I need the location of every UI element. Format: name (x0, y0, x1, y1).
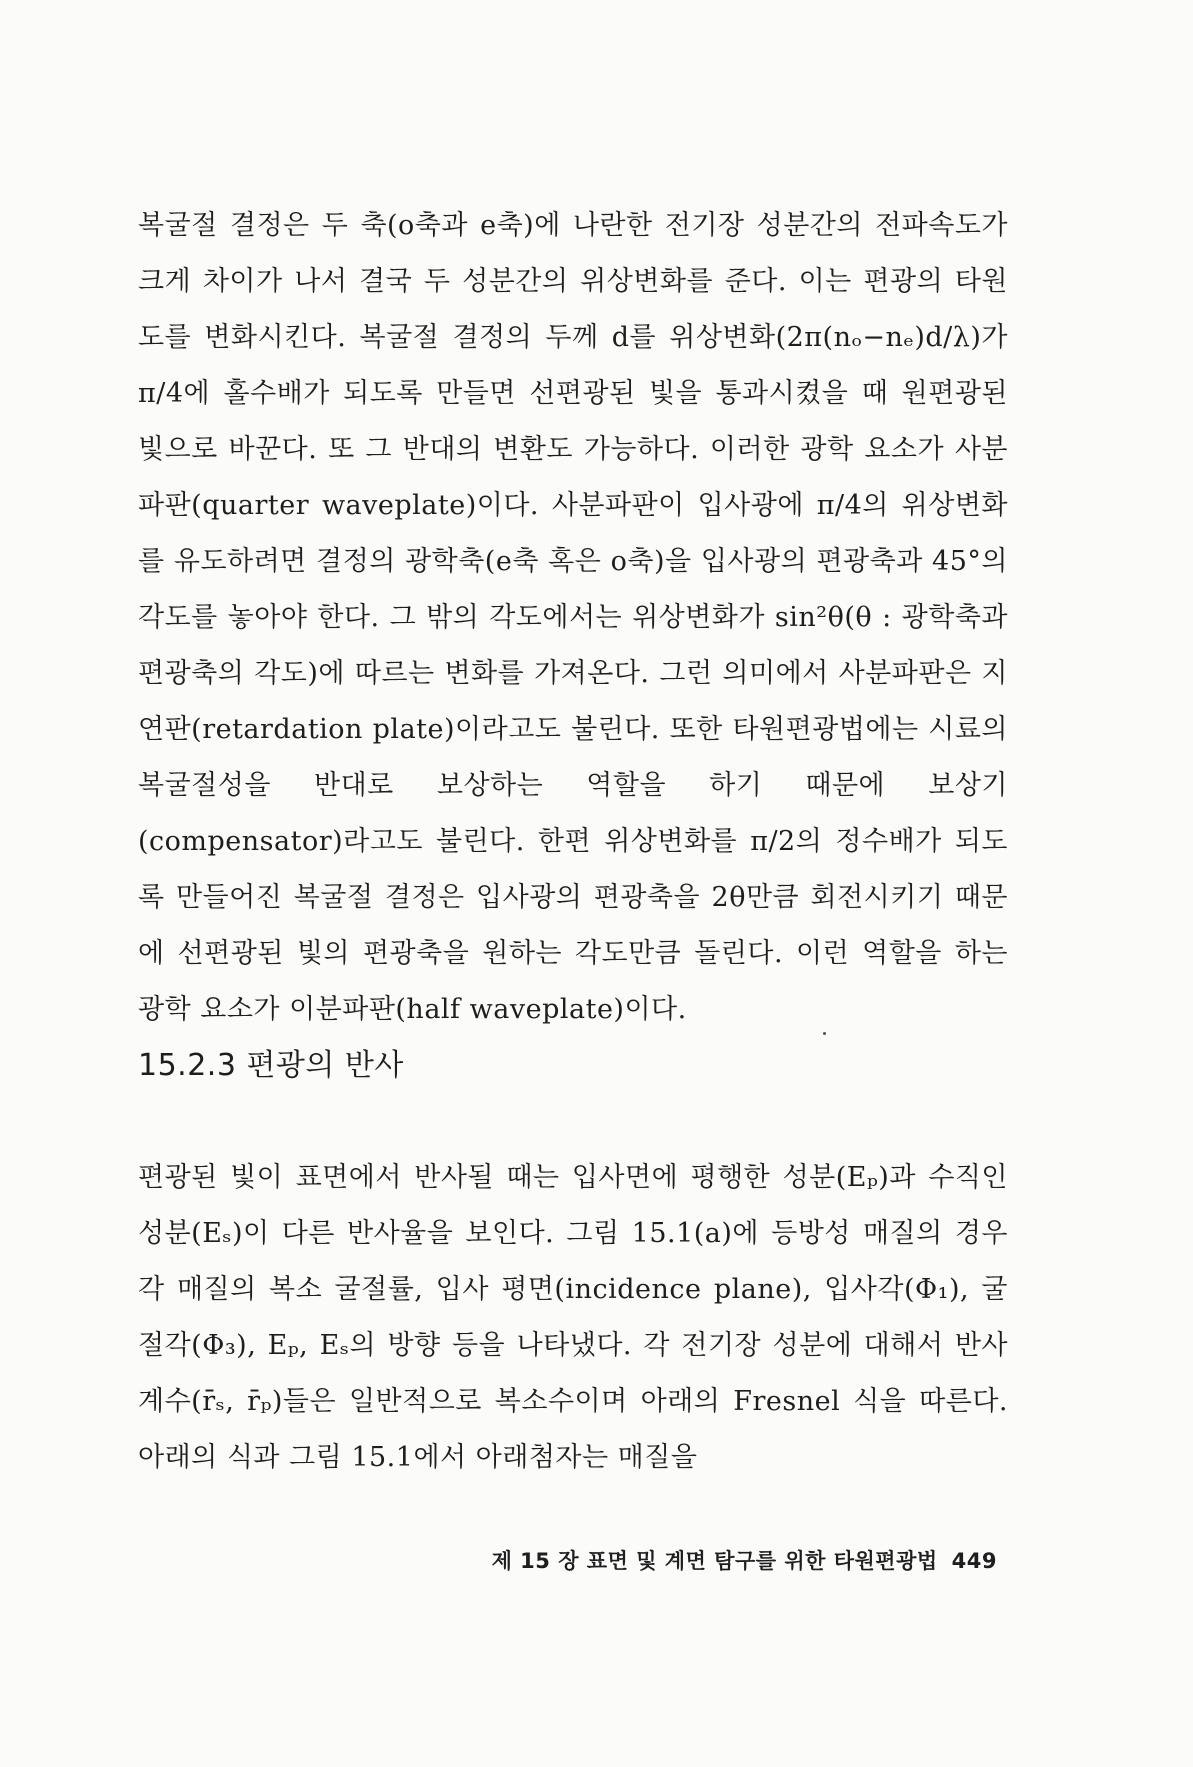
running-footer (492, 1545, 997, 1575)
footer-running-title: 제 15 장 표면 및 계면 탐구를 위한 타원편광법 (491, 1549, 938, 1573)
body-text-block-2 (138, 1150, 1008, 1486)
footer-page-number: 449 (951, 1549, 997, 1573)
print-speck (823, 1032, 826, 1035)
body-text-block-1 (138, 198, 1008, 1038)
paragraph-reflection: 편광된 빛이 표면에서 반사될 때는 입사면에 평행한 성분(Eₚ)과 수직인 성분(Eₛ)이 다른 반사율을 보인다. 그림 15.1(a)에 등방성 매질의 경우 각 매질의 복소 굴절률, 입사 평면(incidence plane), 입사각(Φ₁), 굴절각(Φ₃), Eₚ, Eₛ의 방향 등을 나타냈다. 각 전기장 성분에 대해서 반사 계수(r̄ₛ, r̄ₚ)들은 일반적으로 복소수이며 아래의 Fresnel 식을 따른다. 아래의 식과 그림 15.1에서 아래첨자는 매질을 (138, 1162, 1008, 1473)
paragraph-waveplates: 복굴절 결정은 두 축(o축과 e축)에 나란한 전기장 성분간의 전파속도가 크게 차이가 나서 결국 두 성분간의 위상변화를 준다. 이는 편광의 타원도를 변화시킨다. 복굴절 결정의 두께 d를 위상변화(2π(nₒ−nₑ)d/λ)가 π/4에 홀수배가 되도록 만들면 선편광된 빛을 통과시켰을 때 원편광된 빛으로 바꾼다. 또 그 반대의 변환도 가능하다. 이러한 광학 요소가 사분파판(quarter waveplate)이다. 사분파판이 입사광에 π/4의 위상변화를 유도하려면 결정의 광학축(e축 혹은 o축)을 입사광의 편광축과 45°의 각도를 놓아야 한다. 그 밖의 각도에서는 위상변화가 sin²θ(θ : 광학축과 편광축의 각도)에 따르는 변화를 가져온다. 그런 의미에서 사분파판은 지연판(retardation plate)이라고도 불린다. 또한 타원편광법에는 시료의 복굴절성을 반대로 보상하는 역할을 하기 때문에 보상기(compensator)라고도 불린다. 한편 위상변화를 π/2의 정수배가 되도록 만들어진 복굴절 결정은 입사광의 편광축을 2θ만큼 회전시키기 때문에 선편광된 빛의 편광축을 원하는 각도만큼 돌린다. 이런 역할을 하는 광학 요소가 이분파판(half waveplate)이다. (138, 210, 1008, 1025)
section-heading: 15.2.3 편광의 반사 (138, 1048, 404, 1083)
